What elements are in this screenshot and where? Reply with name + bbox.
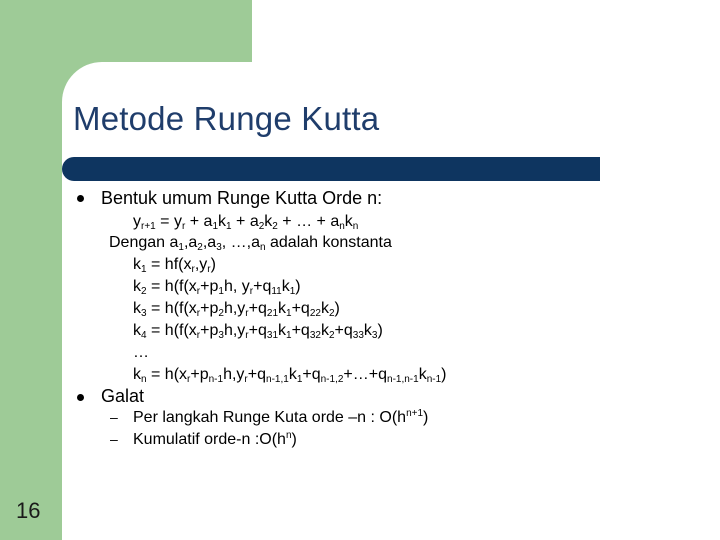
- equation-k3: $k_3 = h(f(x_r+p_2h,y_r+q_{21}k_1+q_{22}k_2)$: [133, 300, 340, 319]
- equation-constants: Dengan $a_1,a_2,a_3$, $\dots,a_n$ adalah konstanta: [109, 234, 392, 253]
- equation-k4: $k_4 = h(f(x_r+p_3h,y_r+q_{31}k_1+q_{32}k_2+q_{33}k_3)$: [133, 322, 383, 341]
- equation-y-next: $y_{r+1} = y_r + a_1k_1 + a_2k_2$ + … + $a_nk_n$: [133, 213, 359, 232]
- decor-green-left: [0, 0, 62, 540]
- equation-ellipsis: …: [133, 344, 149, 361]
- equation-k1: $k_1 = hf(x_r,y_r)$: [133, 256, 216, 275]
- slide-title: Metode Runge Kutta: [73, 100, 380, 137]
- bullet-dot-2: [77, 394, 84, 401]
- sub-bullet-1: Per langkah Runge Kuta orde –n : $O(h^{n+1})$: [133, 408, 429, 426]
- sub-dash-2: –: [110, 431, 118, 447]
- bullet-dot-1: [77, 195, 84, 202]
- equation-kn: $k_n$ = $h(x_r+p_{n-1}h,y_r+q_{n-1,1}k_1+q_{n-1,2}+\dots+q_{n-1,n-1}k_{n-1})$: [133, 366, 447, 385]
- sub-dash-1: –: [110, 409, 118, 425]
- bullet-2-text: Galat: [101, 386, 145, 406]
- decor-green-top: [0, 0, 252, 62]
- bullet-1-text: Bentuk umum Runge Kutta Orde n:: [101, 188, 383, 208]
- title-underline-bar: [62, 157, 600, 181]
- slide-number: 16: [16, 498, 41, 523]
- sub-bullet-2: Kumulatif orde-n $:O(h^n)$: [133, 430, 297, 448]
- equation-k2: $k_2 = h(f(x_r+p_1h$, $y_r+q_{11}k_1$): [133, 278, 301, 297]
